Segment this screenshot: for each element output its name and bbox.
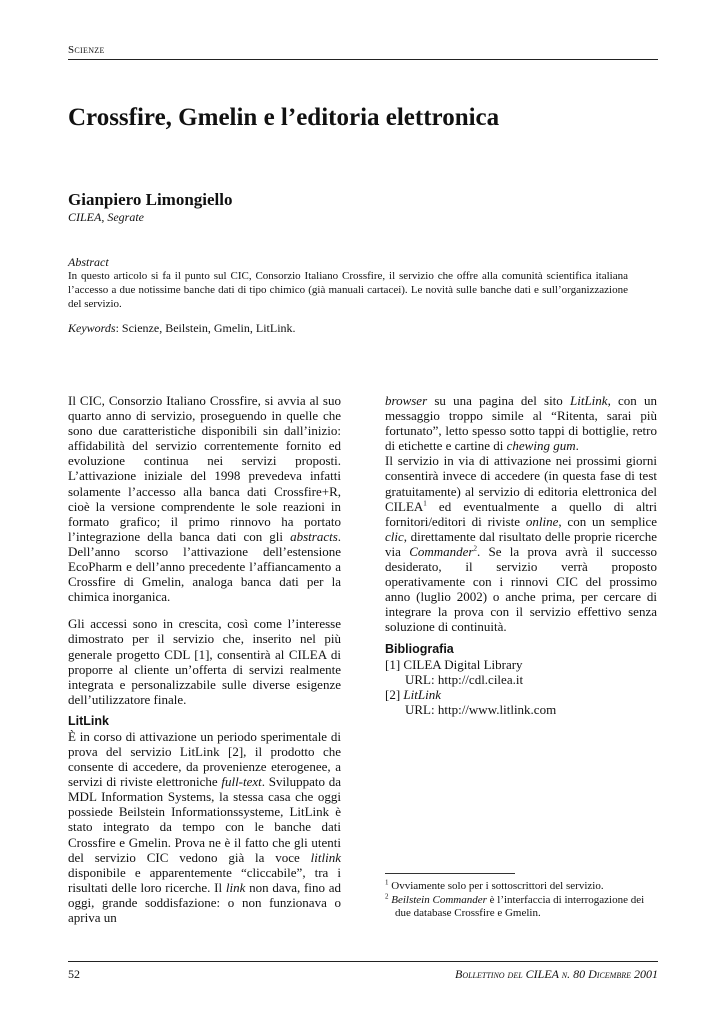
footnote-rule <box>385 873 515 874</box>
paragraph: Il CIC, Consorzio Italiano Crossfire, si avvia al suo quarto anno di servizio, proseguendo in quelle che sono due caratteristiche disponibili sin dall’inizio: affidabilità del servizio correntemente fornito ed evoluzione continua nei servizi proposti. L’attivazione iniziale del 1998 prevedeva infatti solamente l’accesso alla banca dati Crossfire+R, cioè la versione comprendente le sole reazioni in formato grafico; il primo rinnovo ha portato l’integrazione della banca dati con gli abstracts. Dell’anno scorso l’attivazione dell’estensione EcoPharm e dell’anno precedente l’affiancamento a Crossfire di Gmelin, analoga banca dati per la chimica inorganica. <box>68 393 342 605</box>
footnote-2: $^2$ Beilstein Commander è l’interfaccia di interrogazione dei due database Crossfire e Gmelin. <box>385 891 645 919</box>
journal-name: Bollettino del CILEA n. 80 Dicembre 2001 <box>454 967 658 981</box>
bibliography-heading: Bibliografia <box>385 641 454 656</box>
bib-entry: [1] CILEA Digital Library <box>385 656 523 672</box>
page-number: 52 <box>68 967 80 981</box>
keywords-list: : Scienze, Beilstein, Gmelin, LitLink. <box>115 321 296 335</box>
bibliography <box>385 657 657 717</box>
paragraph: Gli accessi sono in crescita, così come l’interesse dimostrato per il servizio che, inserito nel più generale progetto CDL [1], consentirà al CILEA di proporre al cliente un’offerta di servizi realmente integrata e personalizzabile sulle diverse esigenze dell’utilizzatore finale. <box>68 616 341 707</box>
keywords <box>68 321 296 336</box>
footnote-ref-2[interactable]: 2 <box>473 544 477 553</box>
abstract-text: In questo articolo si fa il punto sul CIC, Consorzio Italiano Crossfire, il servizio che offre alla comunità scientifica italiana l’accesso a due notissime banche dati di tipo chimico (già manuali cartacei). Le novità sulle banche dati e sull’organizzazione del servizio. <box>68 270 628 310</box>
right-column <box>385 393 657 717</box>
paragraph: browser su una pagina del sito LitLink, con un messaggio troppo simile al “Ritenta, sarai più fortunato”, letto spesso sotto tappi di bottiglie, retro di etichette e cartine di chewing gum. <box>385 393 657 454</box>
footnotes <box>385 880 657 921</box>
author-affiliation: CILEA, Segrate <box>68 210 144 224</box>
footnote-ref-1[interactable]: 1 <box>423 499 427 508</box>
article-title: Crossfire, Gmelin e l’editoria elettronica <box>68 104 500 131</box>
author-name: Gianpiero Limongiello <box>68 190 233 209</box>
bib-entry: [2] LitLink <box>385 686 441 702</box>
header-rule <box>68 59 658 60</box>
footnote-1: $^1$ Ovviamente solo per i sottoscrittori del servizio. <box>385 878 604 892</box>
keywords-label: Keywords <box>68 321 116 335</box>
left-column <box>68 393 341 925</box>
paragraph: Il servizio in via di attivazione nei prossimi giorni consentirà invece di accedere (in questa fase di test gratuitamente) al servizio di editoria elettronica del CILEA$^1$ ed eventualmente a quello di altri fornitori/editori di riviste online, con un semplice clic, direttamente dal risultato delle proprie ricerche via Commander$^2$. Se la prova avrà il successo desiderato, il servizio verrà proposto operativamente con i rinnovi CIC del prossimo anno (luglio 2002) o anche prima, per cercare di integrare la prova con il servizio effettivo senza soluzione di continuità. <box>385 453 658 635</box>
bib-url[interactable]: URL: http://cdl.cilea.it <box>405 671 524 687</box>
subheading-litlink: LitLink <box>68 713 109 728</box>
paragraph: È in corso di attivazione un periodo sperimentale di prova del servizio LitLink [2], il prodotto che consente di accedere, da provenienze eterogenee, a servizi di riviste elettroniche full-text. Sviluppato da MDL Information Systems, la stessa casa che oggi possiede Beilstein Informationssysteme, LitLink è stato integrato da tempo con le banche dati Crossfire e Gmelin. Prova ne è il fatto che gli utenti del servizio CIC vedono già la voce litlink disponibile e apparentemente “cliccabile”, tra i risultati delle loro ricerche. Il link non dava, fino ad oggi, grande soddisfazione: o non funzionava o apriva un <box>68 728 342 925</box>
footer-rule <box>68 961 658 962</box>
section-label: Scienze <box>68 44 105 56</box>
abstract-heading: Abstract <box>68 255 109 269</box>
bib-url[interactable]: URL: http://www.litlink.com <box>405 701 557 717</box>
